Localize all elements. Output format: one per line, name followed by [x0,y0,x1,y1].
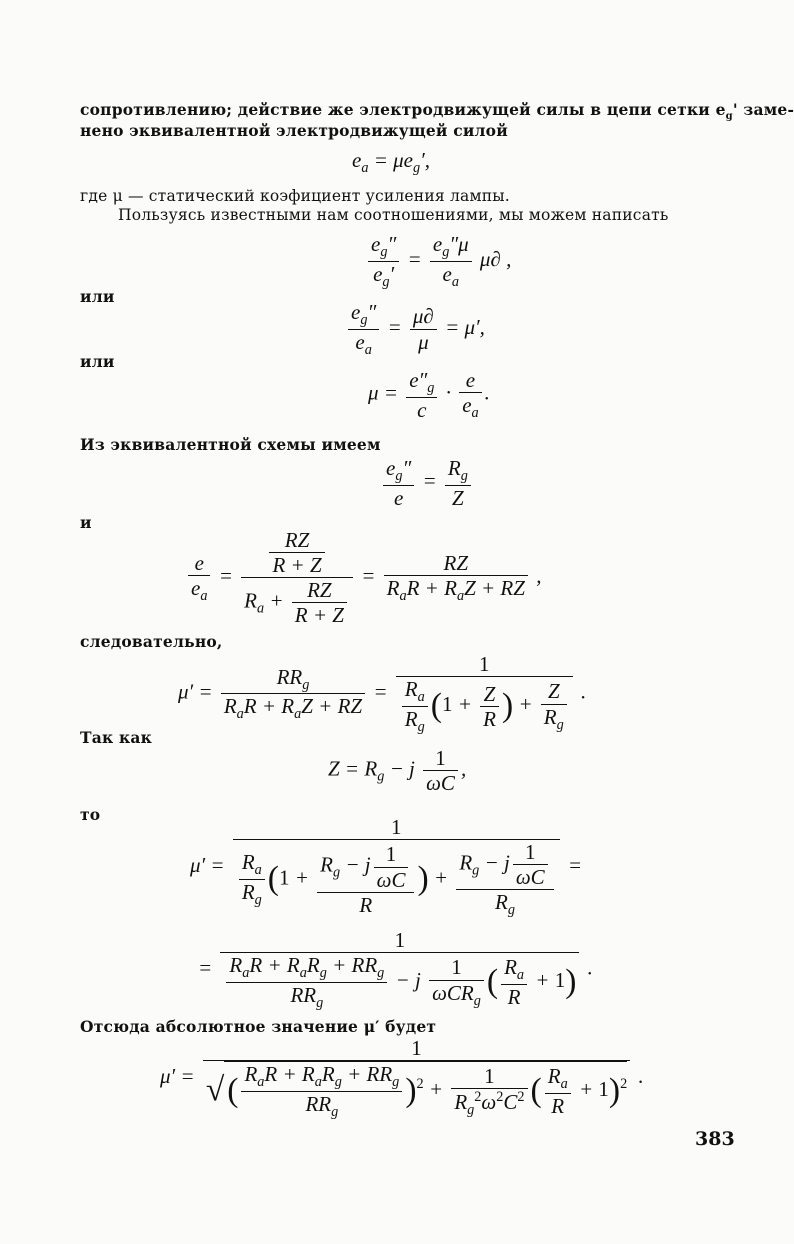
equation-z: $Z = R_g - j$ $\frac{1}{\omega C}$ , [328,746,467,796]
subscript: g [725,111,733,123]
paragraph-line: следовательно, [80,632,223,651]
paragraph-line: где μ — статический коэфициент усиления лампы. [80,187,510,205]
paragraph-line: нено эквивалентной электродвижущей силой [80,121,508,140]
equation-e-ea: $\frac{e}{e_a}$ = $\frac{RZ}{R + Z}$ $R_a$ + $\frac{RZ}{R + Z}$ = $\frac{RZ}{R_aR + R_aZ + RZ}$ , [185,528,541,628]
page-number: 383 [695,1128,735,1150]
i-label: и [80,513,92,532]
equation-mu: μ = $\frac{e''_g}{c}$ · $\frac{e}{e_a}$ . [368,368,490,422]
equation-eg-e: $\frac{e_g''}{e}$ = $\frac{R_g}{Z}$ [380,456,474,510]
paragraph-line: Из эквивалентной схемы имеем [80,435,381,454]
paragraph-line [80,100,794,122]
ili-label: или [80,287,115,306]
text-run: ' заме- [732,100,794,119]
text-run: сопротивлению; действие же электродвижущей силы в цепи сетки e [80,100,726,119]
equation-abs: μ′ = 1 √( $\frac{R_aR + R_aR_g + RR_g}{RR_g}$ )$^2$ + $\frac{1}{R_g^2\omega^2C^2}$ ( $\frac{R_a}{R}$ + 1)$^2$ . [160,1036,644,1120]
equation-ratio: $\frac{e_g''}{e_g'}$ = $\frac{e_g''\mu}{e_a}$ μ∂ , [365,232,511,290]
equation-mu-prime-4: = 1 $\frac{R_aR + R_aR_g + RR_g}{RR_g}$ − j $\frac{1}{\omega CR_g}$ ( $\frac{R_a}{R}$ + 1) . [198,928,593,1011]
equation-mu-prime-2: μ′ = $\frac{RR_g}{R_aR + R_aZ + RZ}$ = 1 $\frac{R_a}{R_g}$ (1 + $\frac{Z}{R}$ ) + $\frac{Z}{R_g}$ . [178,652,587,735]
equation-ea: $e_a = \mu e_g'$, [352,148,430,177]
ili-label: или [80,352,115,371]
paragraph-line: Так как [80,728,152,747]
paragraph-line: Пользуясь известными нам соотношениями, мы можем написать [118,206,669,224]
to-label: то [80,805,101,824]
equation-mu-prime: $\frac{e_g''}{e_a}$ = $\frac{\mu\partial}{\mu}$ = μ′, [345,300,485,358]
paragraph-line: Отсюда абсолютное значение μ′ будет [80,1017,437,1036]
equation-mu-prime-3: μ′ = 1 $\frac{R_a}{R_g}$ (1 + $R_g - j$ $\frac{1}{\omega C}$ R ) + $R_g - j$ $\frac{1}{\omega C}$ $R_g$ = [190,815,583,919]
